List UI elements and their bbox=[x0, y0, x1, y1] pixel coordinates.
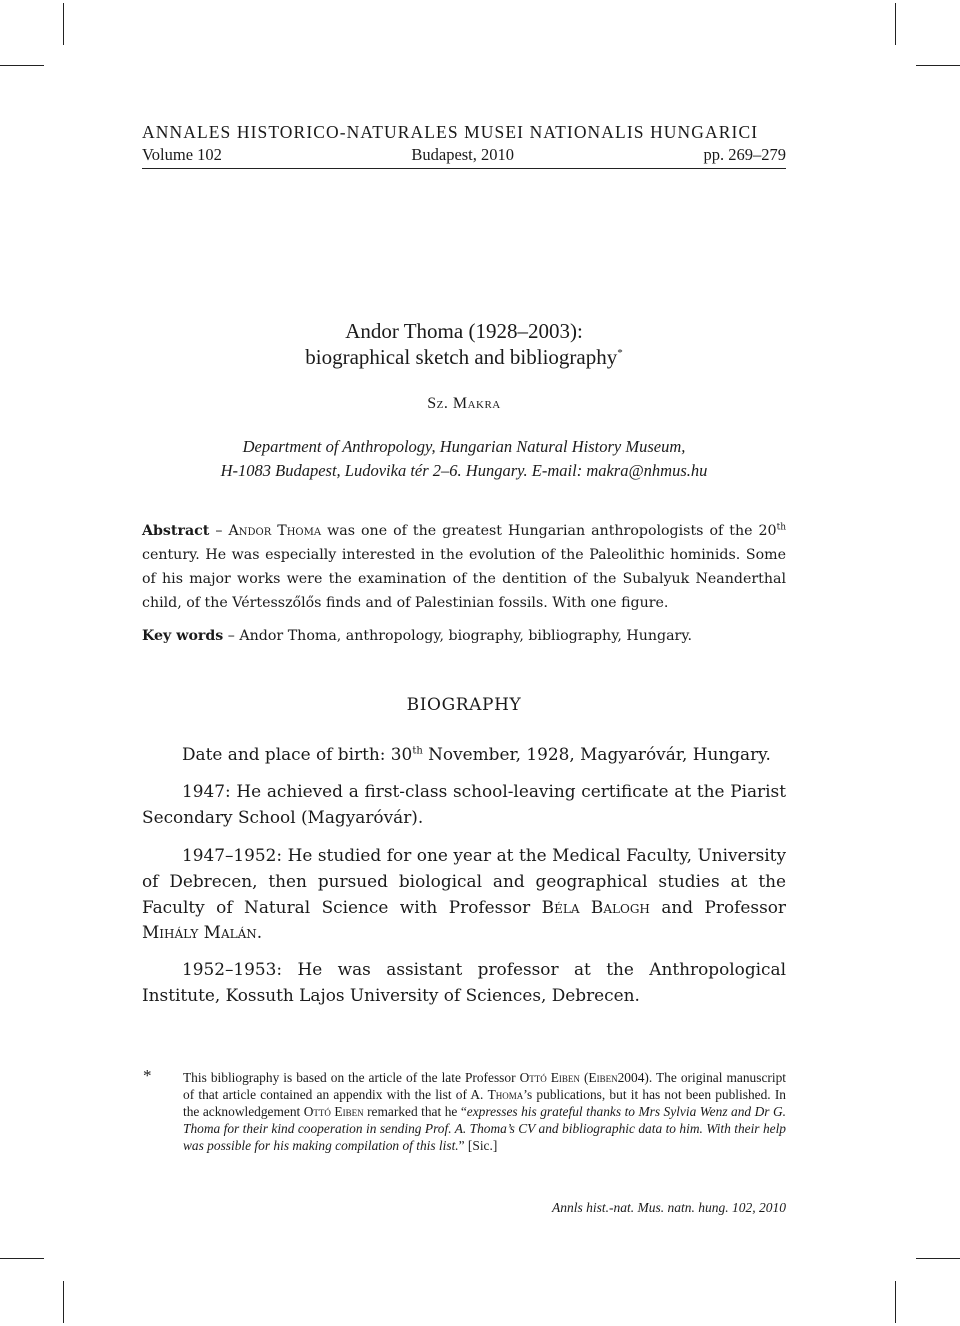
running-footer: Annls hist.-nat. Mus. natn. hung. 102, 2010 bbox=[551, 1200, 786, 1215]
fn-name1: Ottó Eiben bbox=[519, 1070, 580, 1085]
abstract-sup: th bbox=[776, 522, 786, 533]
crop-mark-top-left bbox=[63, 3, 64, 45]
fn-text2: ( bbox=[579, 1070, 589, 1085]
abstract-label: Abstract bbox=[142, 523, 210, 539]
abstract-dash: – bbox=[209, 523, 229, 539]
fn-name2: Eiben bbox=[588, 1070, 618, 1085]
page-range: pp. 269–279 bbox=[703, 145, 786, 164]
bio-1947-1952-text-c: . bbox=[256, 922, 263, 943]
fn-text5: remarked that he “ bbox=[363, 1104, 467, 1119]
volume: Volume 102 bbox=[142, 145, 222, 164]
title-footnote-mark: * bbox=[617, 347, 623, 359]
abstract-text2: century. He was especially interested in the evolution of the Paleolithic hominids. Some of his major works were the examination of the dentition of the Subalyuk Neanderthal child, of the Vértesszőlős finds and of Palestinian fossils. With one figure. bbox=[142, 547, 786, 611]
bio-name-mihaly-malan: Mihály Malán bbox=[142, 922, 257, 943]
bio-birth-text-a: Date and place of birth: 30 bbox=[182, 744, 413, 764]
article-title-line1: Andor Thoma (1928–2003): bbox=[345, 319, 583, 343]
article-title-line2 bbox=[142, 345, 786, 370]
bio-name-bela-balogh: Béla Balogh bbox=[541, 896, 650, 917]
author-initials: Sz. bbox=[427, 395, 449, 412]
fn-text4: ’s publications, but it has not been published. In the acknowledgement bbox=[183, 1087, 786, 1119]
crop-mark-top-right bbox=[895, 3, 896, 45]
bio-birth-sup: th bbox=[412, 745, 423, 757]
crop-mark-bottom-right-h bbox=[916, 1258, 960, 1259]
bio-paragraph-1947-1952 bbox=[142, 843, 786, 946]
keywords-text: Andor Thoma, anthropology, biography, bibliography, Hungary. bbox=[239, 628, 692, 644]
journal-title: ANNALES HISTORICO-NATURALES MUSEI NATIONALIS HUNGARICI bbox=[142, 122, 759, 142]
fn-text1: This bibliography is based on the article of the late Professor bbox=[183, 1070, 520, 1085]
keywords-label: Key words bbox=[142, 628, 224, 644]
abstract bbox=[142, 519, 786, 615]
fn-text3: 2004). The original manuscript of that article contained an appendix with the list of A. bbox=[183, 1070, 786, 1102]
affiliation-line2: H-1083 Budapest, Ludovika tér 2–6. Hungary. E-mail: makra@nhmus.hu bbox=[220, 461, 708, 480]
fn-name4: Ottó Eiben bbox=[303, 1104, 364, 1119]
bio-1947-1952-text-a: 1947–1952: He studied for one year at the Medical Faculty, University of Debrecen, then pursued biological and geographical studies at the Faculty of Natural Science with Professor bbox=[142, 845, 786, 917]
abstract-name: Andor Thoma bbox=[228, 523, 322, 539]
bio-paragraph-1947 bbox=[142, 779, 786, 831]
footnote-mark: * bbox=[143, 1066, 152, 1085]
fn-text6: ” [Sic.] bbox=[458, 1138, 498, 1153]
crop-mark-top-left-h bbox=[0, 65, 44, 66]
footnote bbox=[183, 1069, 786, 1154]
bio-1947-1952-text-b: and Professor bbox=[649, 896, 786, 917]
bio-birth-text-b: November, 1928, Magyaróvár, Hungary. bbox=[422, 744, 771, 764]
section-heading: BIOGRAPHY bbox=[406, 695, 522, 715]
affiliation-line1: Department of Anthropology, Hungarian Natural History Museum, bbox=[242, 437, 686, 456]
crop-mark-bottom-left-h bbox=[0, 1258, 44, 1259]
crop-mark-bottom-right bbox=[895, 1281, 896, 1323]
author-surname: Makra bbox=[452, 395, 501, 412]
keywords bbox=[142, 628, 786, 644]
author bbox=[142, 395, 786, 413]
keywords-dash: – bbox=[223, 628, 240, 644]
abstract-text1: was one of the greatest Hungarian anthropologists of the 20 bbox=[321, 523, 777, 539]
place-year: Budapest, 2010 bbox=[411, 145, 515, 164]
article-title-text: biographical sketch and bibliography bbox=[305, 345, 618, 369]
fn-name3: Thoma bbox=[487, 1087, 524, 1102]
fn-italic-quote: expresses his grateful thanks to Mrs Sylvia Wenz and Dr G. Thoma for their kind cooperation in sending Prof. A. Thoma’s CV and bibliographic data to him. With their help was possible for his making compilation of this list. bbox=[183, 1104, 786, 1153]
bio-1952-1953-text: 1952–1953: He was assistant professor at the Anthropological Institute, Kossuth Lajos University of Sciences, Debrecen. bbox=[142, 959, 786, 1005]
bio-1947-text: 1947: He achieved a first-class school-leaving certificate at the Piarist Secondary School (Magyaróvár). bbox=[142, 781, 786, 827]
bio-paragraph-birth bbox=[142, 742, 786, 768]
issue-line bbox=[142, 145, 786, 169]
bio-paragraph-1952-1953 bbox=[142, 957, 786, 1009]
crop-mark-top-right-h bbox=[916, 65, 960, 66]
crop-mark-bottom-left bbox=[63, 1281, 64, 1323]
